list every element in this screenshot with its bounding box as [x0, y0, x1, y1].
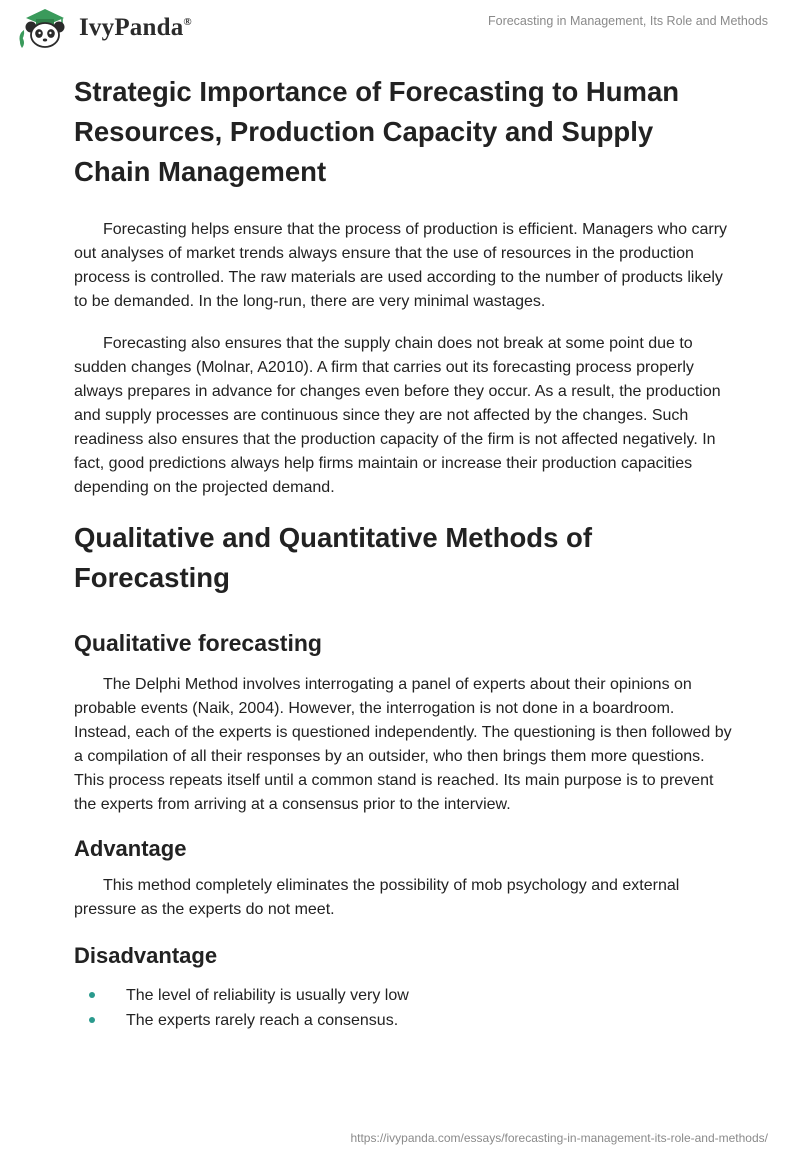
- section-heading-strategic-importance: Strategic Importance of Forecasting to Human Resources, Production Capacity and Supply Chain Management: [74, 76, 680, 187]
- panda-graduate-icon: [16, 6, 74, 50]
- disadvantage-list: [74, 983, 734, 1033]
- subheading-qualitative: Qualitative forecasting: [74, 630, 322, 656]
- paragraph-efficiency: Forecasting helps ensure that the process of production is efficient. Managers who carry out analyses of market trends always ensure that the use of resources in the production process is controlled. The raw materials are used according to the number of products likely to be demanded. In the long-run, there are very minimal wastages.: [74, 221, 728, 310]
- essay-content: [74, 72, 734, 1033]
- source-url[interactable]: https://ivypanda.com/essays/forecasting-in-management-its-role-and-methods/: [350, 1131, 768, 1145]
- ivypanda-logo[interactable]: [16, 6, 192, 50]
- brand-name: IvyPanda®: [79, 14, 192, 41]
- bullet-icon: [89, 1017, 95, 1023]
- paragraph-advantage: This method completely eliminates the possibility of mob psychology and external pressure as the experts do not meet.: [74, 877, 680, 918]
- paragraph-delphi-method: The Delphi Method involves interrogating a panel of experts about their opinions on probable events (Naik, 2004). However, the interrogation is not done in a boardroom. Instead, each of the experts is questioned independently. The questioning is then followed by a compilation of all their responses by an outsider, who then brings them more questions. This process repeats itself until a common stand is reached. Its main purpose is to prevent the experts from arriving at a consensus prior to the interview.: [74, 676, 732, 813]
- bullet-icon: [89, 992, 95, 998]
- subheading-advantage: Advantage: [74, 836, 187, 861]
- document-title: Forecasting in Management, Its Role and Methods: [487, 14, 768, 28]
- section-heading-methods: Qualitative and Quantitative Methods of Forecasting: [74, 522, 592, 593]
- list-item: The experts rarely reach a consensus.: [74, 1008, 734, 1033]
- page-header: [0, 0, 800, 60]
- paragraph-supply-chain: Forecasting also ensures that the supply chain does not break at some point due to sudden changes (Molnar, A2010). A firm that carries out its forecasting process properly always prepares in advance for changes even before they occur. As a result, the production and supply processes are continuous since they are not affected by the changes. Such readiness also ensures that the production capacity of the firm is not affected negatively. In fact, good predictions always help firms maintain or increase their production capacities depending on the projected demand.: [74, 335, 721, 496]
- subheading-disadvantage: Disadvantage: [74, 943, 218, 968]
- list-item: The level of reliability is usually very low: [74, 983, 734, 1008]
